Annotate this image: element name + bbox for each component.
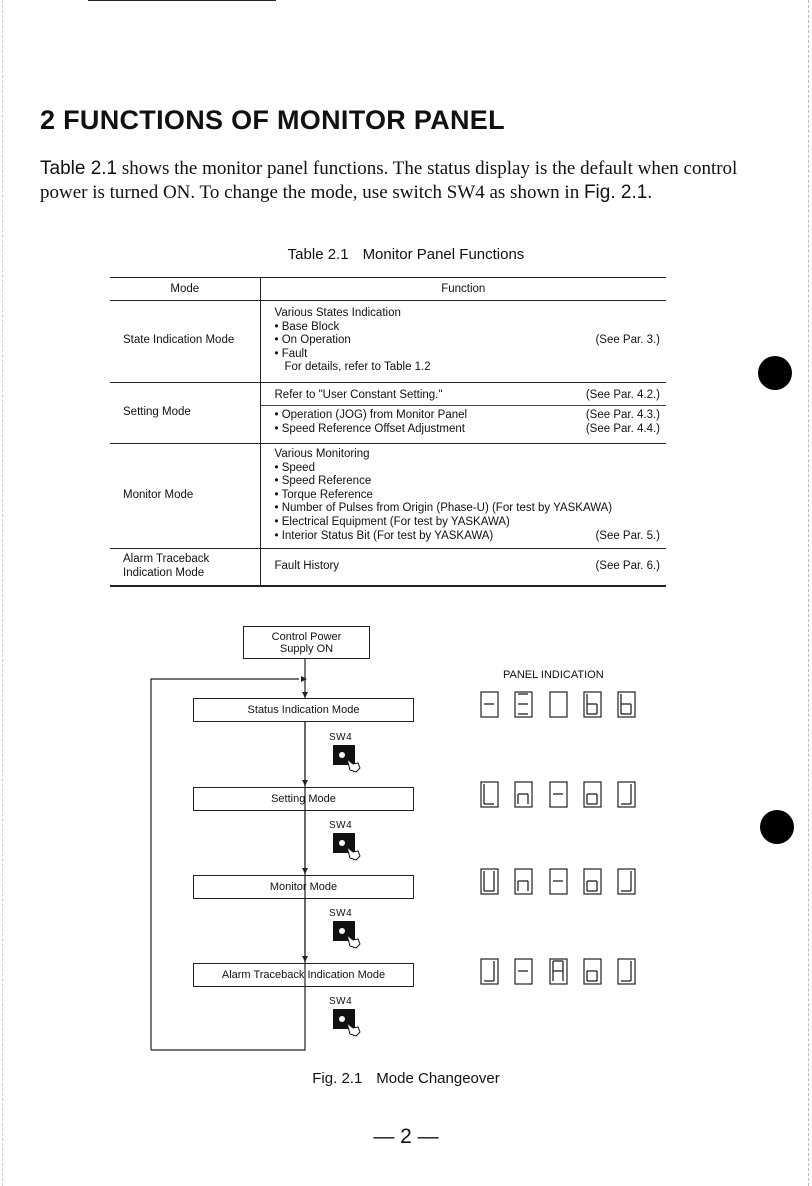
arrow-icon bbox=[302, 956, 308, 962]
push-switch-icon bbox=[333, 833, 360, 860]
mode-cell: Setting Mode bbox=[110, 382, 260, 443]
see-paragraph: (See Par. 3.) bbox=[595, 334, 660, 347]
function-line: • Base Block bbox=[274, 320, 340, 333]
table-caption-title: Monitor Panel Functions bbox=[362, 246, 525, 263]
figure-caption-number: Fig. 2.1 bbox=[312, 1070, 363, 1087]
seven-segment-digit bbox=[618, 869, 635, 894]
setting-mode-box: Setting Mode bbox=[193, 787, 414, 811]
arrow-icon bbox=[301, 676, 307, 682]
table-reference[interactable]: Table 2.1 bbox=[40, 158, 118, 179]
panel-indication-title: PANEL INDICATION bbox=[503, 669, 604, 681]
sw4-label: SW4 bbox=[329, 996, 353, 1007]
panel-display-row bbox=[481, 782, 635, 807]
figure-reference[interactable]: Fig. 2.1 bbox=[583, 182, 648, 203]
header-function: Function bbox=[260, 278, 666, 301]
panel-indications bbox=[481, 692, 635, 984]
alarm-traceback-mode-box: Alarm Traceback Indication Mode bbox=[193, 963, 414, 987]
see-paragraph: (See Par. 6.) bbox=[595, 560, 660, 573]
arrow-icon bbox=[302, 780, 308, 786]
control-power-line-2: Supply ON bbox=[279, 642, 334, 655]
mode-cell: State Indication Mode bbox=[110, 300, 260, 382]
mode-cell: Alarm Traceback Indication Mode bbox=[110, 548, 260, 586]
function-line: Various States Indication bbox=[274, 307, 401, 320]
function-line: • Torque Reference bbox=[274, 488, 373, 501]
sw4-label: SW4 bbox=[329, 732, 353, 743]
function-line: • Speed Reference bbox=[274, 475, 372, 488]
table-caption-number: Table 2.1 bbox=[287, 246, 349, 263]
see-paragraph: (See Par. 4.4.) bbox=[585, 422, 660, 435]
page-number: — 2 — bbox=[373, 1125, 439, 1148]
sw4-label: SW4 bbox=[329, 908, 353, 919]
function-item: Refer to "User Constant Setting." bbox=[274, 388, 443, 401]
section-heading: 2 FUNCTIONS OF MONITOR PANEL bbox=[40, 105, 505, 135]
binder-hole-icon bbox=[758, 356, 792, 390]
control-power-box bbox=[243, 626, 370, 659]
control-power-line-1: Control Power bbox=[271, 630, 342, 643]
seven-segment-digit bbox=[550, 692, 567, 717]
see-paragraph: (See Par. 4.2.) bbox=[585, 388, 660, 401]
intro-text-1: shows the monitor panel functions. The status display is the default when control power is turned ON. To change the mode, use switch SW4 as shown in bbox=[40, 158, 738, 203]
seven-segment-digit bbox=[618, 782, 635, 807]
see-paragraph: (See Par. 4.3.) bbox=[585, 409, 660, 422]
figure-caption bbox=[0, 1070, 812, 1087]
panel-display-row bbox=[481, 869, 635, 894]
function-line: • Number of Pulses from Origin (Phase-U) (For test by YASKAWA) bbox=[274, 502, 613, 515]
function-line: • Electrical Equipment (For test by YASKAWA) bbox=[274, 515, 510, 528]
function-item: • Interior Status Bit (For test by YASKAWA) bbox=[274, 529, 494, 542]
binder-hole-icon bbox=[760, 810, 794, 844]
figure-caption-title: Mode Changeover bbox=[376, 1070, 500, 1087]
push-switch-icon bbox=[333, 1009, 360, 1036]
function-line: Various Monitoring bbox=[274, 448, 370, 461]
see-paragraph: (See Par. 5.) bbox=[595, 529, 660, 542]
function-item: • Operation (JOG) from Monitor Panel bbox=[274, 409, 468, 422]
push-switch-icon bbox=[333, 921, 360, 948]
mode-cell: Monitor Mode bbox=[110, 443, 260, 548]
intro-text-2: . bbox=[647, 182, 653, 203]
seven-segment-digit bbox=[481, 959, 498, 984]
function-line: • Fault bbox=[274, 347, 308, 360]
function-item: • Speed Reference Offset Adjustment bbox=[274, 422, 465, 435]
monitor-mode-box: Monitor Mode bbox=[193, 875, 414, 899]
seven-segment-digit bbox=[618, 959, 635, 984]
push-switch-icon bbox=[333, 745, 360, 772]
function-line: • Speed bbox=[274, 461, 315, 474]
function-item: Fault History bbox=[274, 560, 340, 573]
panel-display-row bbox=[481, 692, 635, 717]
header-mode: Mode bbox=[110, 278, 260, 301]
function-note: For details, refer to Table 1.2 bbox=[284, 361, 431, 374]
status-indication-mode-box: Status Indication Mode bbox=[193, 698, 414, 722]
function-item: • On Operation bbox=[274, 334, 351, 347]
panel-display-row bbox=[481, 959, 635, 984]
arrow-icon bbox=[302, 868, 308, 874]
sw4-label: SW4 bbox=[329, 820, 353, 831]
